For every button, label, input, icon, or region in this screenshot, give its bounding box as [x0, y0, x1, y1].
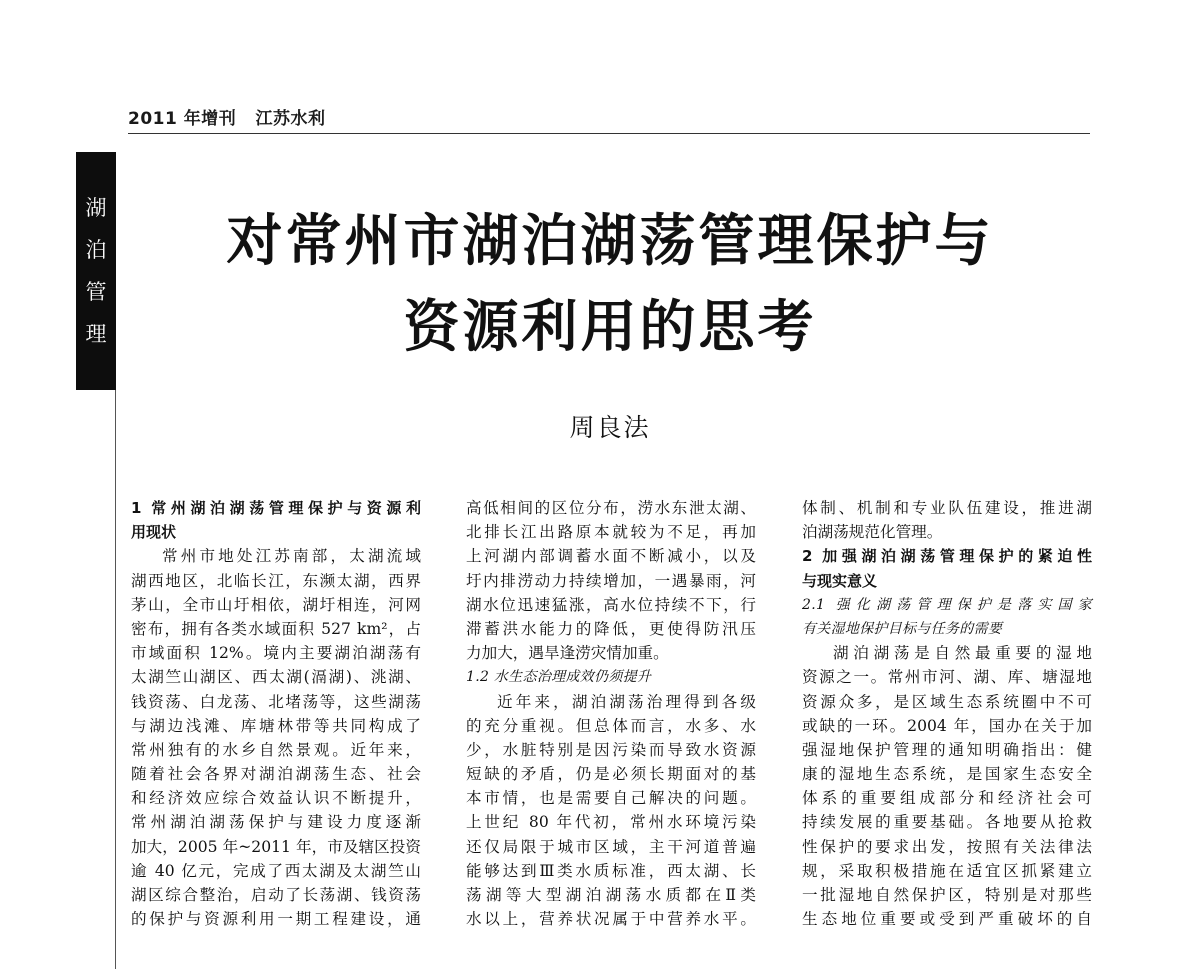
body-line: 随着社会各界对湖泊湖荡生态、社会 — [131, 765, 421, 784]
subsection-heading: 有关湿地保护目标与任务的需要 — [802, 620, 1003, 637]
body-line: 短缺的矛盾，仍是必须长期面对的基 — [466, 765, 756, 784]
body-line: 北排长江出路原本就较为不足，再加 — [466, 523, 756, 542]
body-line: 体制、机制和专业队伍建设，推进湖 — [802, 499, 1092, 517]
body-line: 湖区综合整治，启动了长荡湖、钱资荡 — [131, 886, 421, 904]
body-line: 高低相间的区位分布，涝水东泄太湖、 — [466, 499, 756, 517]
body-line: 的充分重视。但总体而言，水多、水 — [466, 716, 756, 735]
body-line: 还仅局限于城市区域，主干河道普遍 — [466, 837, 756, 856]
body-line: 力加大，遇旱逢涝灾情加重。 — [466, 644, 669, 663]
left-margin-rule — [115, 390, 116, 969]
body-line: 圩内排涝动力持续增加，一遇暴雨，河 — [466, 571, 756, 590]
body-line: 的保护与资源利用一期工程建设，通 — [131, 910, 421, 929]
body-line: 性保护的要求出发，按照有关法律法 — [802, 837, 1092, 856]
header-journal-name: 江苏水利 — [255, 109, 326, 129]
body-line: 资源之一。常州市河、湖、库、塘湿地 — [802, 668, 1092, 687]
body-line: 或缺的一环。2004 年，国办在关于加 — [802, 716, 1092, 735]
body-line: 泊湖荡规范化管理。 — [802, 523, 943, 542]
body-line: 太湖竺山湖区、西太湖(滆湖)、洮湖、 — [131, 668, 421, 687]
body-line: 钱资荡、白龙荡、北堵荡等，这些湖荡 — [131, 692, 421, 711]
running-header — [128, 104, 326, 129]
body-line: 规，采取积极措施在适宜区抓紧建立 — [802, 861, 1092, 880]
article-title-line-1: 对常州市湖泊湖荡管理保护与 — [226, 209, 994, 274]
article-title-line-2: 资源利用的思考 — [403, 295, 817, 360]
article-author: 周良法 — [569, 413, 651, 442]
side-tab-char: 理 — [85, 322, 107, 346]
header-rule — [128, 133, 1090, 134]
body-line: 滞蓄洪水能力的降低，更使得防汛压 — [466, 619, 756, 638]
body-line: 生态地位重要或受到严重破坏的自 — [802, 910, 1092, 929]
body-line: 与湖边浅滩、库塘林带等共同构成了 — [131, 716, 421, 735]
body-line: 市域面积 12%。境内主要湖泊湖荡有 — [131, 644, 421, 663]
body-line: 持续发展的重要基础。各地要从抢救 — [802, 813, 1092, 832]
body-line: 湖西地区，北临长江，东濒太湖，西界 — [131, 571, 421, 590]
subsection-heading: 2.1 强化湖荡管理保护是落实国家 — [802, 596, 1092, 613]
body-line: 密布，拥有各类水域面积 527 km²，占 — [131, 619, 421, 638]
body-line: 上河湖内部调蓄水面不断减小，以及 — [466, 547, 756, 566]
body-line: 资源众多，是区域生态系统圈中不可 — [802, 692, 1092, 711]
body-line: 水以上，营养状况属于中营养水平。 — [466, 910, 756, 929]
text-column-2 — [466, 496, 756, 931]
subsection-heading: 1.2 水生态治理成效仍须提升 — [466, 669, 652, 686]
section-side-tab — [76, 152, 116, 390]
side-tab-char: 湖 — [85, 196, 107, 220]
text-column-3 — [802, 496, 1092, 931]
body-line: 湖水位迅速猛涨，高水位持续不下，行 — [466, 595, 756, 614]
body-line: 常州独有的水乡自然景观。近年来， — [131, 740, 421, 759]
body-line: 上世纪 80 年代初，常州水环境污染 — [466, 813, 756, 832]
header-year-issue: 2011 年增刊 — [128, 109, 237, 129]
body-line: 康的湿地生态系统，是国家生态安全 — [802, 765, 1092, 784]
side-tab-char: 管 — [85, 280, 107, 304]
body-line: 常州湖泊湖荡保护与建设力度逐渐 — [131, 813, 421, 832]
body-line: 荡湖等大型湖泊湖荡水质都在Ⅱ类 — [466, 886, 756, 904]
section-heading: 2 加强湖泊湖荡管理保护的紧迫性 — [802, 547, 1092, 566]
body-line: 常州市地处江苏南部，太湖流域 — [162, 547, 421, 566]
body-line: 近年来，湖泊湖荡治理得到各级 — [497, 692, 756, 711]
body-line: 湖泊湖荡是自然最重要的湿地 — [833, 644, 1092, 663]
section-heading: 1 常州湖泊湖荡管理保护与资源利 — [131, 499, 421, 517]
body-line: 体系的重要组成部分和经济社会可 — [802, 789, 1092, 808]
body-line: 和经济效应综合效益认识不断提升， — [131, 789, 421, 808]
side-tab-char: 泊 — [85, 238, 107, 262]
section-heading: 与现实意义 — [802, 571, 878, 590]
section-heading: 用现状 — [131, 523, 177, 542]
body-line: 少，水脏特别是因污染而导致水资源 — [466, 740, 756, 759]
body-line: 强湿地保护管理的通知明确指出：健 — [802, 740, 1092, 759]
body-line: 本市情，也是需要自己解决的问题。 — [466, 789, 756, 808]
body-line: 茅山，全市山圩相依，湖圩相连，河网 — [131, 595, 421, 614]
body-line: 逾 40 亿元，完成了西太湖及太湖竺山 — [131, 861, 421, 880]
body-line: 能够达到Ⅲ类水质标准，西太湖、长 — [466, 861, 756, 880]
text-column-1 — [131, 496, 421, 931]
body-line: 一批湿地自然保护区，特别是对那些 — [802, 886, 1092, 904]
body-line: 加大，2005 年~2011 年，市及辖区投资 — [131, 837, 421, 856]
